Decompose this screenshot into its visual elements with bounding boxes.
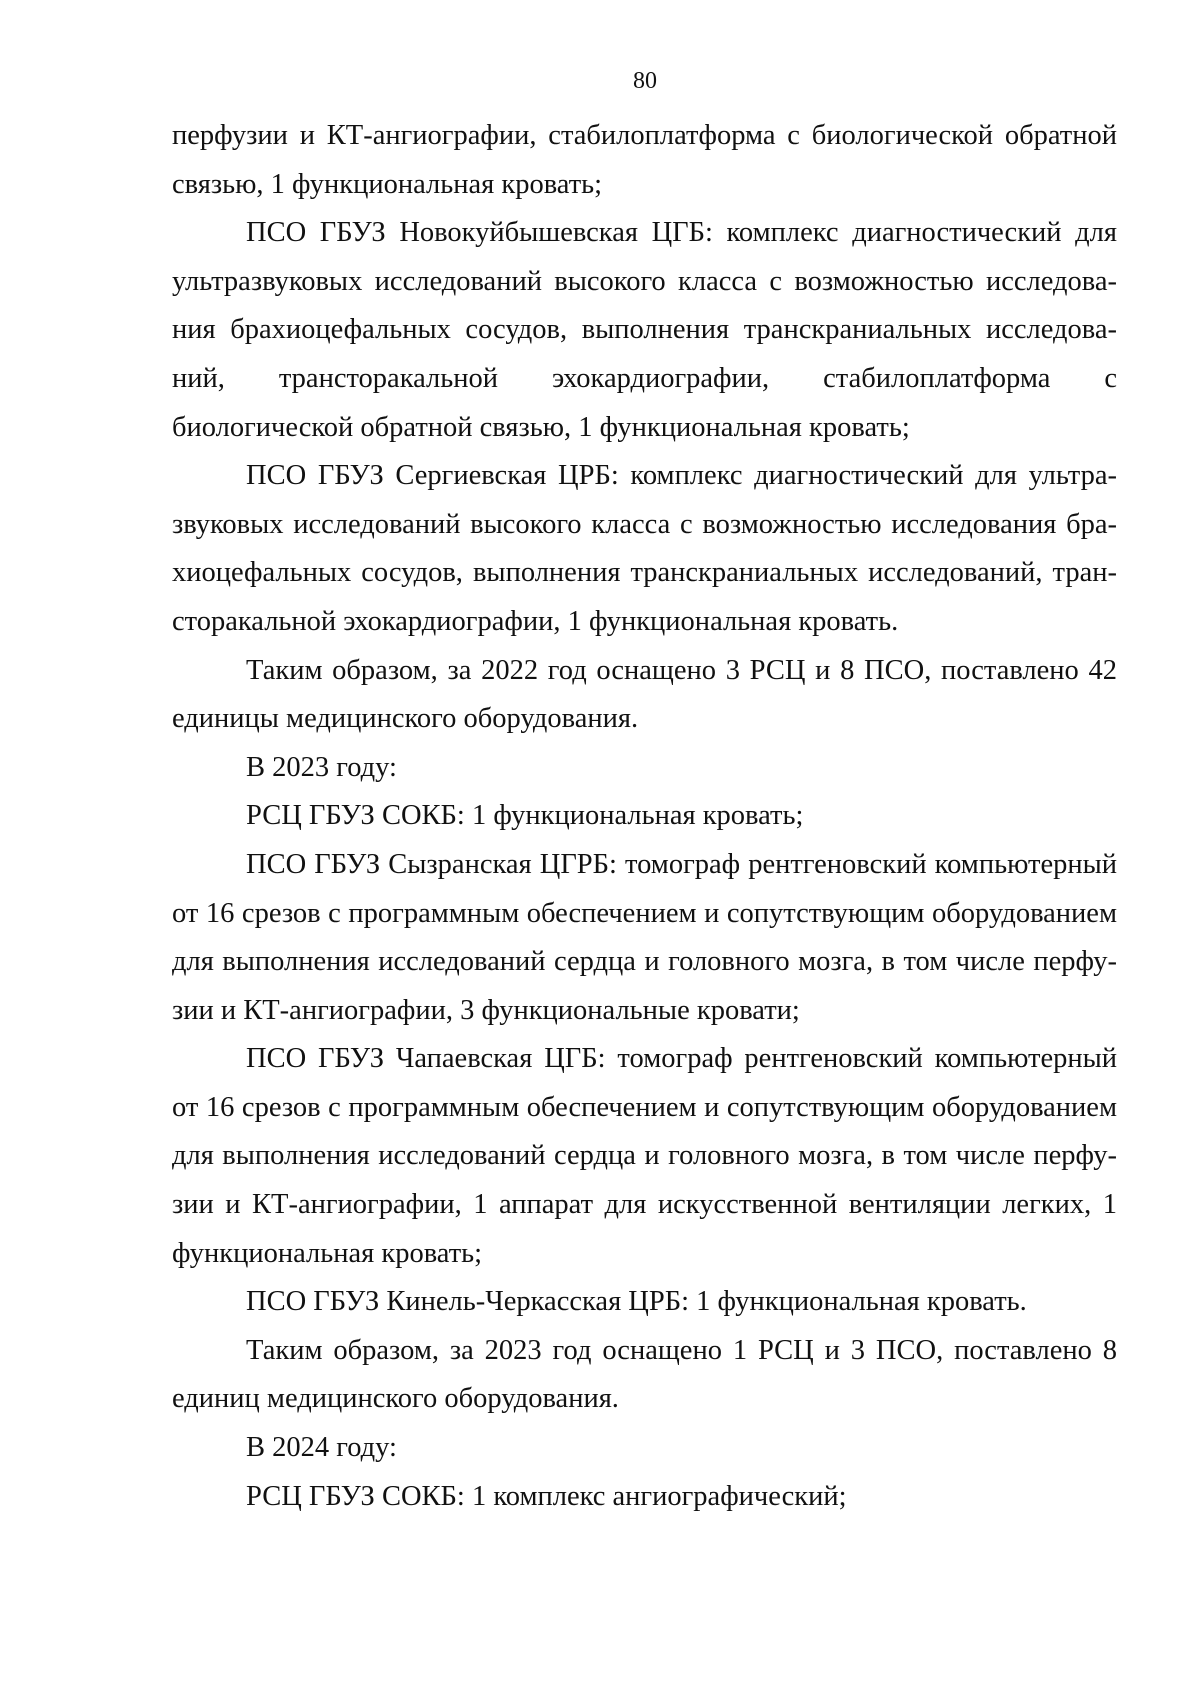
paragraph-soknb-2024: РСЦ ГБУЗ СОКБ: 1 комплекс ангиографический; <box>246 1480 847 1512</box>
paragraph-kinel-cherkassy: ПСО ГБУЗ Кинель-Черкасская ЦРБ: 1 функциональная кровать. <box>246 1286 1027 1318</box>
paragraph-year-2023: В 2023 году: <box>246 751 397 783</box>
page-number: 80 <box>633 68 657 94</box>
paragraph-summary-2022: Таким образом, за 2022 год оснащено 3 РСЦ и 8 ПСО, поставлено 42 единицы медицинского оборудования. <box>172 654 1117 735</box>
paragraph-soknb-2023: РСЦ ГБУЗ СОКБ: 1 функциональная кровать; <box>246 800 804 832</box>
paragraph-syzran: ПСО ГБУЗ Сызранская ЦГРБ: томограф рентгеновский компьютерный от 16 срезов с программным обеспечением и сопутствующим оборудованием для выполнения исследований сердца и головного мозга, в том числе перфузии и КТ-ангиографии, 3 функциональные кровати; <box>172 848 1117 1026</box>
paragraph-year-2024: В 2024 году: <box>246 1432 397 1464</box>
paragraph-continuation: перфузии и КТ-ангиографии, стабилоплатформа с биологической обратной связью, 1 функциональная кровать; <box>172 120 1117 200</box>
paragraph-chapaevsk: ПСО ГБУЗ Чапаевская ЦГБ: томограф рентгеновский компьютерный от 16 срезов с программным обеспечением и сопутствующим оборудованием для выполнения исследований сердца и головного мозга, в том числе перфузии и КТ-ангиографии, 1 аппарат для искусственной вентиляции легких, 1 функциональная кровать; <box>172 1043 1117 1269</box>
document-body <box>172 112 1117 1521</box>
paragraph-novokuibyshevsk: ПСО ГБУЗ Новокуйбышевская ЦГБ: комплекс диагностический для ультразвуковых исследований высокого класса с возможностью исследования брахиоцефальных сосудов, выполнения транскраниальных исследований, трансторакальной эхокардиографии, стабилоплатформа с биологической обратной связью, 1 функциональная кровать; <box>172 217 1117 443</box>
paragraph-sergievsk: ПСО ГБУЗ Сергиевская ЦРБ: комплекс диагностический для ультразвуковых исследований высокого класса с возможностью исследования брахиоцефальных сосудов, выполнения транскраниальных исследований, трансторакальной эхокардиографии, 1 функциональная кровать. <box>172 460 1117 637</box>
paragraph-summary-2023: Таким образом, за 2023 год оснащено 1 РСЦ и 3 ПСО, поставлено 8 единиц медицинского оборудования. <box>172 1334 1117 1415</box>
